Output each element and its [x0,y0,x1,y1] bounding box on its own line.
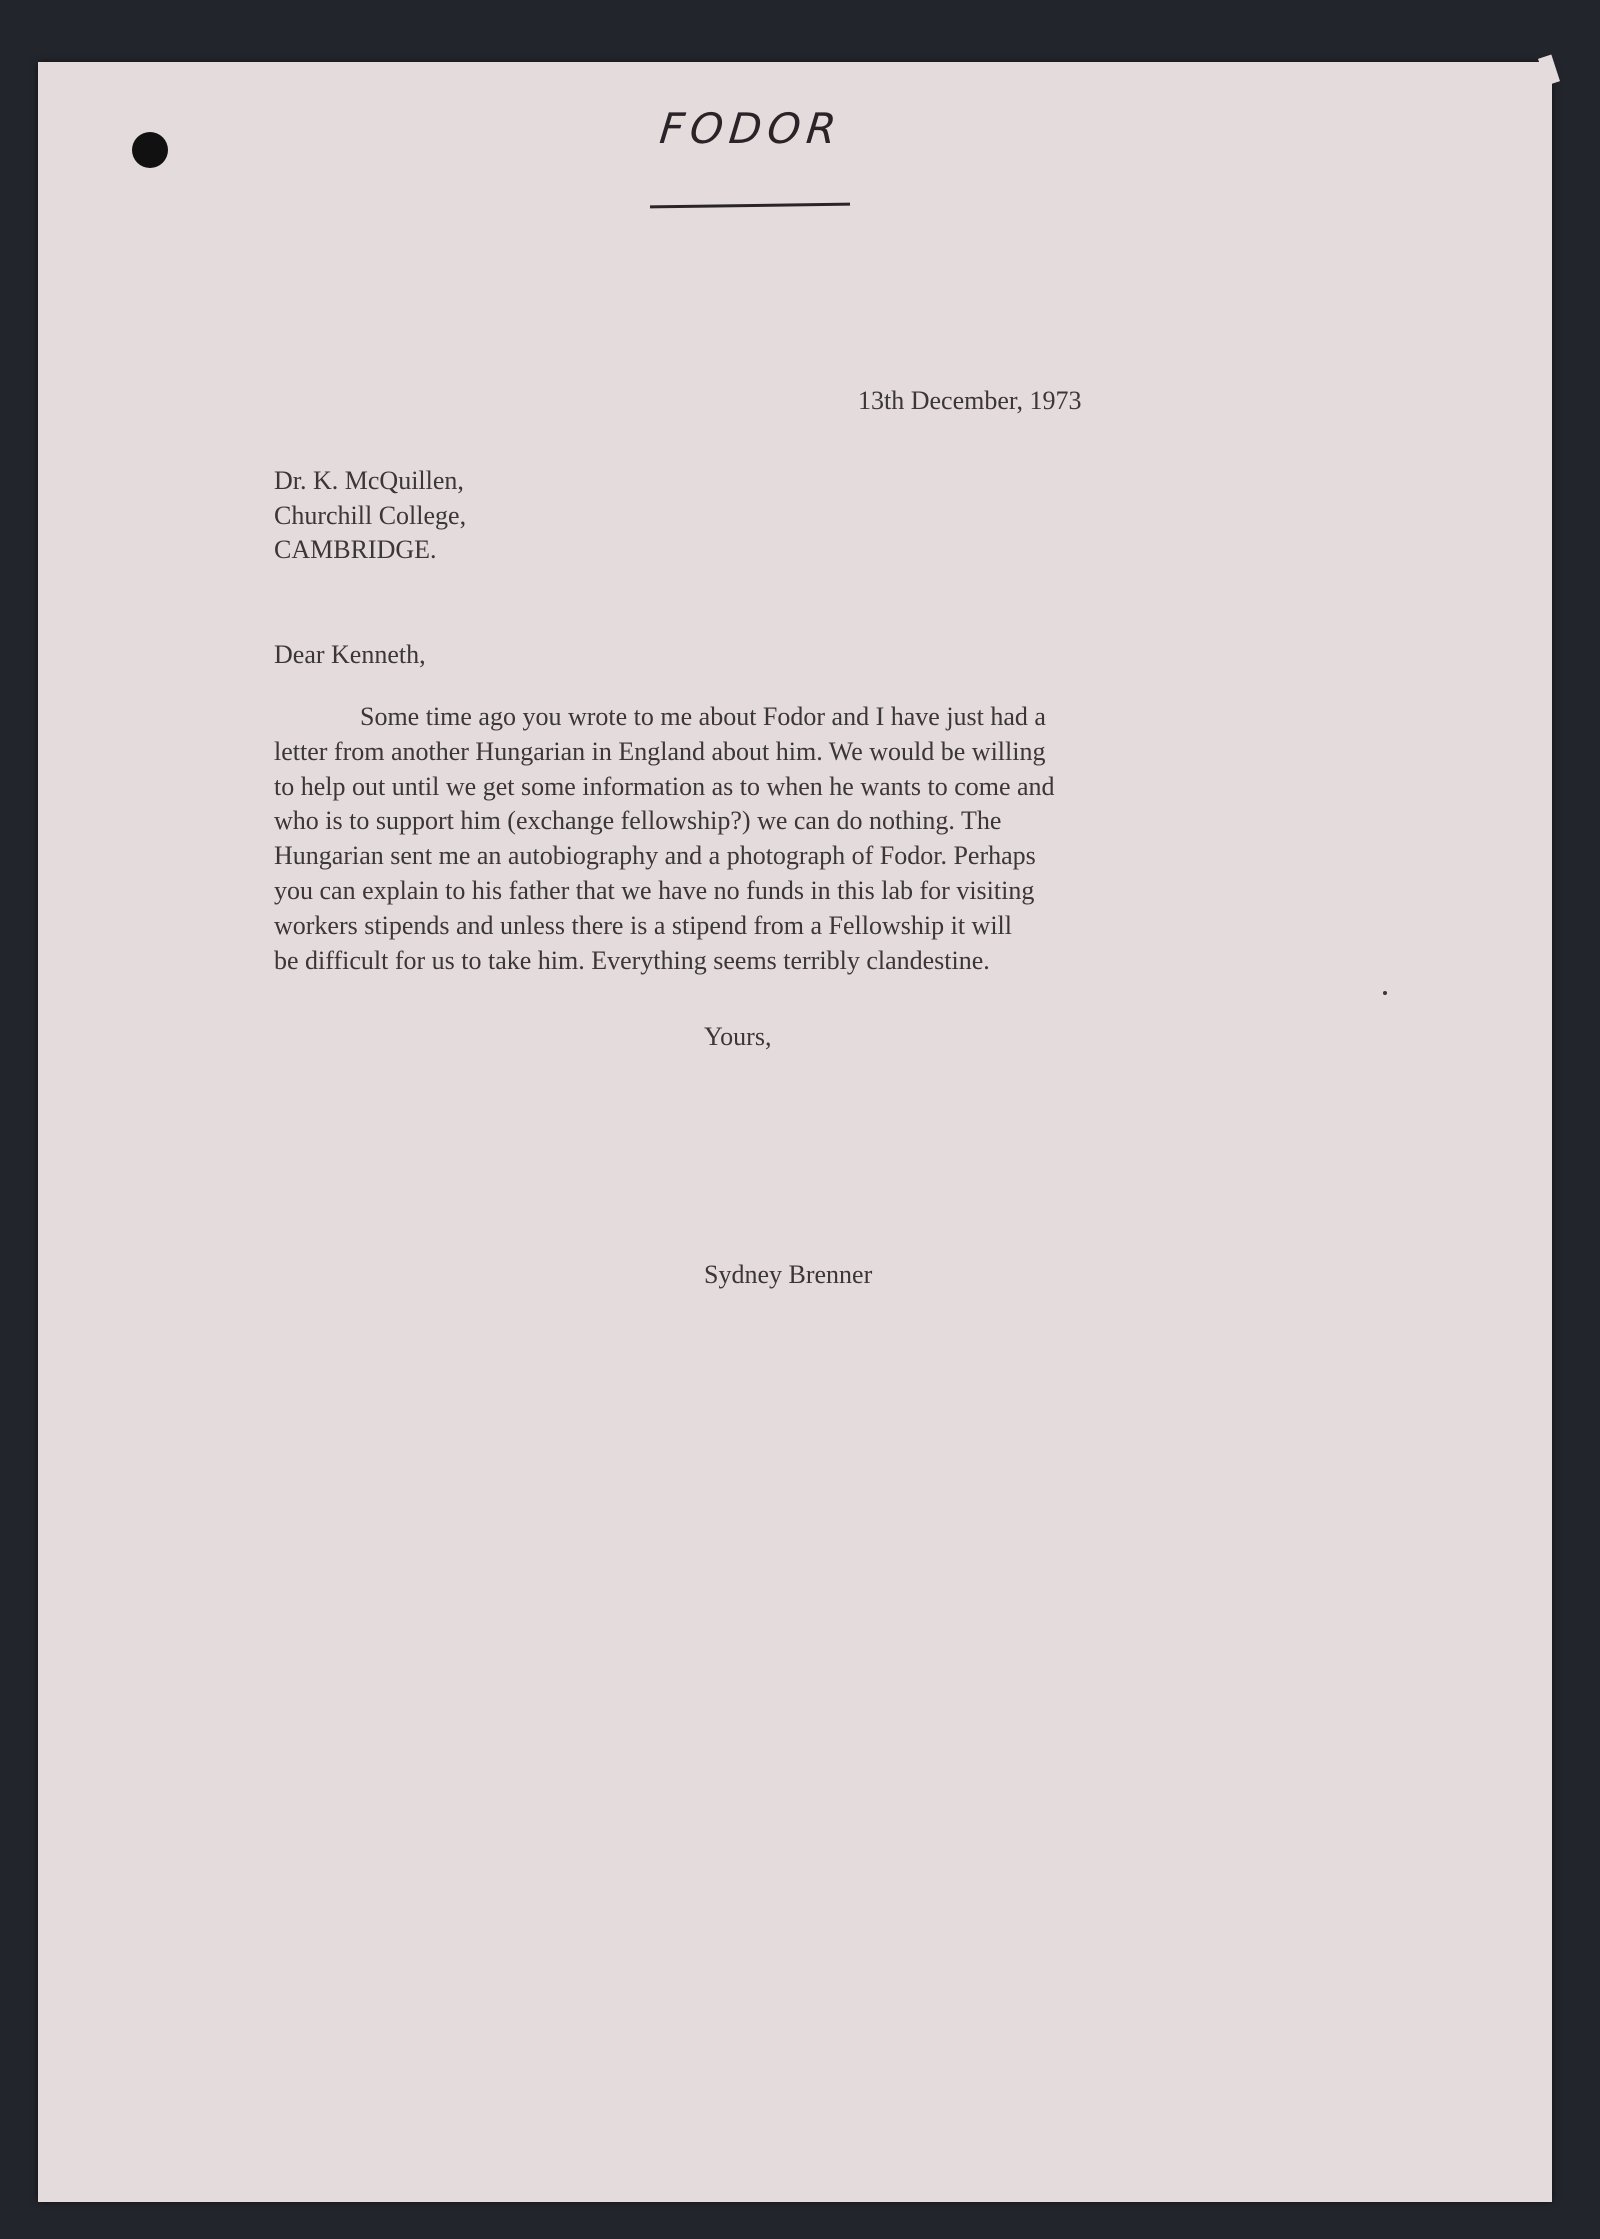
body-line: be difficult for us to take him. Everything seems terribly clandestine. [274,945,990,975]
body-line: workers stipends and unless there is a stipend from a Fellowship it will [274,910,1013,940]
stray-ink-mark [1383,991,1387,995]
punch-hole [132,132,168,168]
body-line: who is to support him (exchange fellowship?) we can do nothing. The [274,806,1002,836]
signature: Sydney Brenner [704,1260,873,1289]
handwritten-underline [650,203,850,209]
letter-body [274,700,1055,978]
body-line: to help out until we get some information as to when he wants to come and [274,771,1055,801]
closing: Yours, [704,1022,772,1051]
body-line: you can explain to his father that we have no funds in this lab for visiting [274,875,1035,905]
letter-page [38,62,1552,2202]
handwritten-label: FODOR [657,104,845,153]
body-line: letter from another Hungarian in England about him. We would be willing [274,736,1046,766]
salutation: Dear Kenneth, [274,640,426,669]
body-line: Some time ago you wrote to me about Fodor and I have just had a [360,702,1046,731]
recipient-institution: Churchill College, [274,500,467,530]
body-line: Hungarian sent me an autobiography and a photograph of Fodor. Perhaps [274,841,1036,871]
handwritten-annotation [618,100,858,192]
recipient-address [274,464,466,568]
recipient-city: CAMBRIDGE. [274,535,437,564]
recipient-name: Dr. K. McQuillen, [274,466,464,495]
letter-date: 13th December, 1973 [858,386,1082,415]
